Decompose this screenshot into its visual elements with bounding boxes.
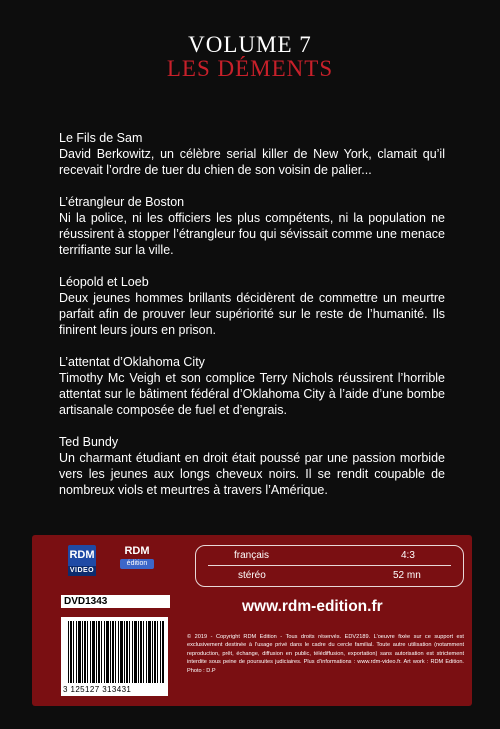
episode-item [59,130,445,178]
episode-heading: Léopold et Loeb [59,275,149,289]
barcode [61,617,168,696]
legal-notice: © 2019 - Copyright RDM Edition - Tous droits réservés. EDV2189. L’oeuvre fixée sur ce support est exclusivement destinée à l’usage privé dans le cadre du cercle familial. Toute autre utilisation (notamment reproduction, prêt, échange, diffusion en public, télédiffusion, exportation) sans autorisation est strictement interdite sous peine de poursuites judiciaires. Plus d’informations : www.rdm-video.fr. Art work : RDM Edition. Photo : D.P [187,634,464,674]
footer-panel [32,535,472,706]
spec-audio: stéréo [238,570,266,581]
episode-item [59,354,445,418]
barcode-digits: 3 125127 313431 [63,685,132,694]
spec-divider [208,565,451,566]
rdm-edition-logo-subtext: édition [120,559,154,569]
rdm-video-logo [68,545,96,576]
episode-description: Deux jeunes hommes brillants décidèrent de commettre un meurtre parfait afin de prouver leur supériorité sur le reste de l’humanité. Ils finirent leurs jours en prison. [59,291,445,337]
barcode-bars [68,621,164,683]
episode-description: Un charmant étudiant en droit était poussé par une passion morbide vers les jeunes aux longs cheveux noirs. Il se rendit coupable de nombreux viols et meurtres à travers l’Amérique. [59,451,445,497]
episode-description: Ni la police, ni les officiers les plus compétents, ni la population ne réussirent à stopper l’étrangleur fou qui sévissait comme une menace terrifiante sur la ville. [59,211,445,257]
rdm-edition-logo [118,545,156,576]
rdm-edition-logo-text: RDM [124,545,150,557]
episode-description: Timothy Mc Veigh et son complice Terry Nichols réussirent l’horrible attentat sur le bâtiment fédéral d’Oklahoma City à l’aide d’une bombe artisanale composée de fuel et d’engrais. [59,371,445,417]
spec-language: français [234,550,270,561]
tech-specs-box [195,545,464,587]
spec-duration: 52 mn [393,570,421,581]
rdm-video-logo-subtext: VIDEO [69,567,95,574]
episode-heading: Le Fils de Sam [59,131,143,145]
spec-aspect-ratio: 4:3 [401,550,415,561]
collection-subtitle: LES DÉMENTS [166,56,334,81]
episode-list [59,130,445,514]
volume-title: VOLUME 7 [188,32,312,57]
product-code: DVD1343 [61,595,170,608]
episode-heading: L’étrangleur de Boston [59,195,185,209]
episode-description: David Berkowitz, un célèbre serial killer de New York, clamait qu’il recevait l’ordre de tuer du chien de son voisin de palier... [59,147,445,177]
rdm-video-logo-text: RDM [69,549,95,561]
episode-item [59,194,445,258]
episode-item [59,434,445,498]
episode-heading: Ted Bundy [59,435,119,449]
episode-item [59,274,445,338]
website-link[interactable]: www.rdm-edition.fr [242,598,383,615]
episode-heading: L’attentat d’Oklahoma City [59,355,205,369]
